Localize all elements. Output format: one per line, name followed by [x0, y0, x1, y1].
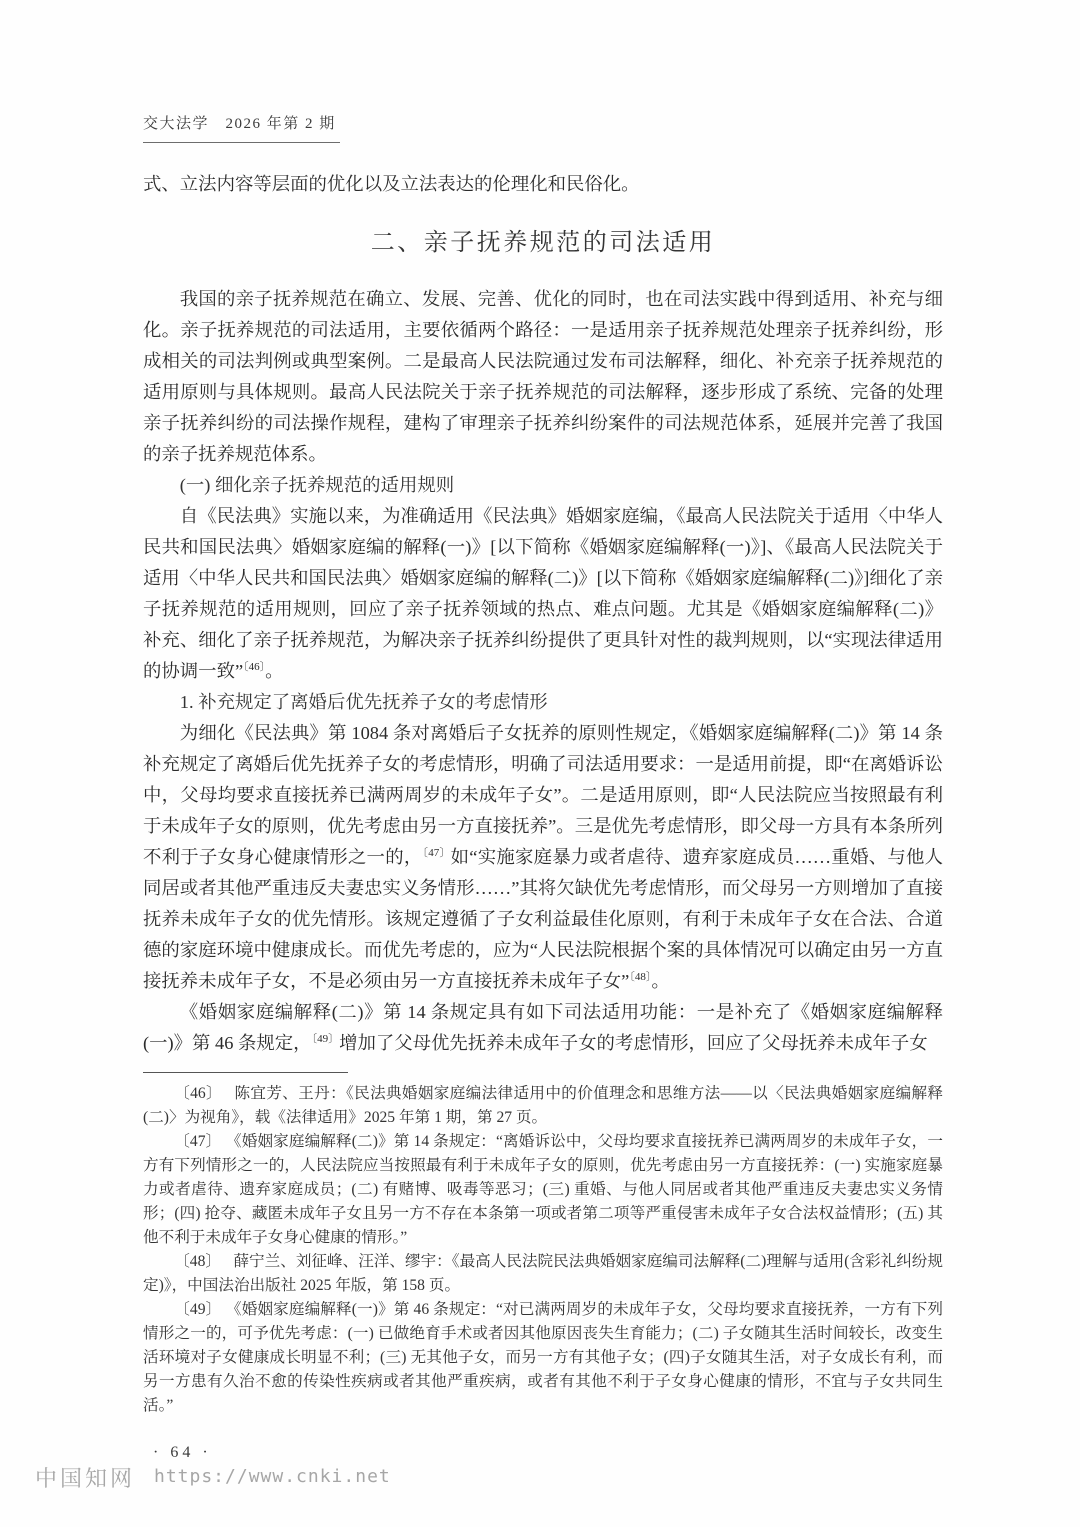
text-segment: 为细化《民法典》第 1084 条对离婚后子女抚养的原则性规定，《婚姻家庭编解释(二)》第 14 条补充规定了离婚后优先抚养子女的考虑情形，明确了司法适用要求：一是适用前提，即“在离婚诉讼中，父母均要求直接抚养已满两周岁的未成年子女”。二是适用原则，即“人民法院应当按照最有利于未成年子女的原则，优先考虑由另一方直接抚养”。三是优先考虑情形，即父母一方具有本条所列不利于子女身心健康情形之一的， [143, 723, 943, 867]
paragraph-interpretations [143, 501, 943, 687]
continuation-text: 式、立法内容等层面的优化以及立法表达的伦理化和民俗化。 [143, 174, 640, 194]
cnki-watermark-url: https://www.cnki.net [154, 1466, 391, 1487]
footnote-separator [143, 1072, 348, 1073]
text-segment: 如“实施家庭暴力或者虐待、遗弃家庭成员……重婚、与他人同居或者其他严重违反夫妻忠实义务情形……”其将欠缺优先考虑情形，而父母另一方则增加了直接抚养未成年子女的优先情形。该规定遵循了子女利益最佳化原则，有利于未成年子女在合法、合道德的家庭环境中健康成长。而优先考虑的，应为“人民法院根据个案的具体情况可以确定由另一方直接抚养未成年子女，不是必须由另一方直接抚养未成年子女” [143, 847, 943, 991]
paragraph-overview [143, 284, 943, 470]
footnote-ref: 〔47〕 [422, 846, 451, 859]
footnote-48 [143, 1250, 943, 1298]
footnote-label: 〔47〕 [174, 1133, 222, 1150]
footnote-49 [143, 1298, 943, 1418]
page-content [143, 112, 943, 1462]
section-title: 二、亲子抚养规范的司法适用 [370, 230, 716, 256]
paragraph-functions [143, 997, 943, 1059]
numbered-heading-1: 1. 补充规定了离婚后优先抚养子女的考虑情形 [179, 692, 548, 712]
footnote-47 [143, 1130, 943, 1250]
footnote-ref: 〔46〕 [243, 660, 266, 673]
text-segment: 我国的亲子抚养规范在确立、发展、完善、优化的同时，也在司法实践中得到适用、补充与细化。亲子抚养规范的司法适用，主要依循两个路径：一是适用亲子抚养规范处理亲子抚养纠纷，形成相关的司法判例或典型案例。二是最高人民法院通过发布司法解释，细化、补充亲子抚养规范的适用原则与具体规则。最高人民法院关于亲子抚养规范的司法解释，逐步形成了系统、完备的处理亲子抚养纠纷的司法操作规程，建构了审理亲子抚养纠纷案件的司法规范体系，延展并完善了我国的亲子抚养规范体系。 [143, 289, 943, 464]
footnote-ref: 〔48〕 [629, 970, 652, 983]
footnote-text: 《婚姻家庭编解释(一)》第 46 条规定：“对已满两周岁的未成年子女，父母均要求直接抚养，一方有下列情形之一的，可予优先考虑：(一) 已做绝育手术或者因其他原因丧失生育能力；(二) 子女随其生活时间较长，改变生活环境对子女健康成长明显不利；(三) 无其他子女，而另一方有其他子女；(四)子女随其生活，对子女成长有利，而另一方患有久治不愈的传染性疾病或者其他严重疾病，或者有其他不利于子女身心健康的情形，不宜与子女共同生活。” [143, 1301, 943, 1414]
footnote-block [143, 1082, 943, 1418]
text-segment: 《婚姻家庭编解释(二)》第 14 条规定具有如下司法适用功能：一是补充了《婚姻家庭编解释(一)》第 46 条规定， [143, 1002, 943, 1053]
text-segment: 。 [265, 661, 284, 681]
text-segment: 自《民法典》实施以来，为准确适用《民法典》婚姻家庭编，《最高人民法院关于适用〈中华人民共和国民法典〉婚姻家庭编的解释(一)》[以下简称《婚姻家庭编解释(一)》]、《最高人民法院关于适用〈中华人民共和国民法典〉婚姻家庭编的解释(二)》[以下简称《婚姻家庭编解释(二)》]细化了亲子抚养规范的适用规则，回应了亲子抚养领域的热点、难点问题。尤其是《婚姻家庭编解释(二)》补充、细化了亲子抚养规范，为解决亲子抚养纠纷提供了更具针对性的裁判规则，以“实现法律适用的协调一致” [143, 506, 944, 681]
footnote-label: 〔46〕 [174, 1085, 222, 1102]
footnote-label: 〔49〕 [174, 1301, 222, 1318]
paragraph-article14 [143, 718, 943, 997]
subsection-heading-1: (一) 细化亲子抚养规范的适用规则 [179, 475, 455, 495]
footnote-46 [143, 1082, 943, 1130]
page-number: · 64 · [153, 1444, 212, 1461]
footnote-text: 陈宜芳、王丹：《民法典婚姻家庭编法律适用中的价值理念和思维方法——以〈民法典婚姻家庭编解释(二)〉为视角》，载《法律适用》2025 年第 1 期，第 27 页。 [143, 1085, 943, 1126]
text-segment: 。 [651, 971, 670, 991]
cnki-watermark-name: 中国知网 [35, 1466, 136, 1491]
journal-header: 交大法学 2026 年第 2 期 [143, 112, 340, 143]
footnote-text: 《婚姻家庭编解释(二)》第 14 条规定：“离婚诉讼中，父母均要求直接抚养已满两周岁的未成年子女，一方有下列情形之一的，人民法院应当按照最有利于未成年子女的原则，优先考虑由另一方直接抚养：(一) 实施家庭暴力或者虐待、遗弃家庭成员；(二) 有赌博、吸毒等恶习；(三) 重婚、与他人同居或者其他严重违反夫妻忠实义务情形；(四) 抢夺、藏匿未成年子女且另一方不存在本条第一项或者第二项等严重侵害未成年子女合法权益情形；(五) 其他不利于未成年子女身心健康的情形。” [143, 1133, 943, 1246]
footnote-ref: 〔49〕 [311, 1032, 340, 1045]
footnote-label: 〔48〕 [174, 1253, 221, 1270]
text-segment: 增加了父母优先抚养未成年子女的考虑情形，回应了父母抚养未成年子女 [339, 1033, 928, 1053]
footnote-text: 薛宁兰、刘征峰、汪洋、缪宇：《最高人民法院民法典婚姻家庭编司法解释(二)理解与适用(含彩礼纠纷规定)》，中国法治出版社 2025 年版，第 158 页。 [143, 1253, 943, 1294]
